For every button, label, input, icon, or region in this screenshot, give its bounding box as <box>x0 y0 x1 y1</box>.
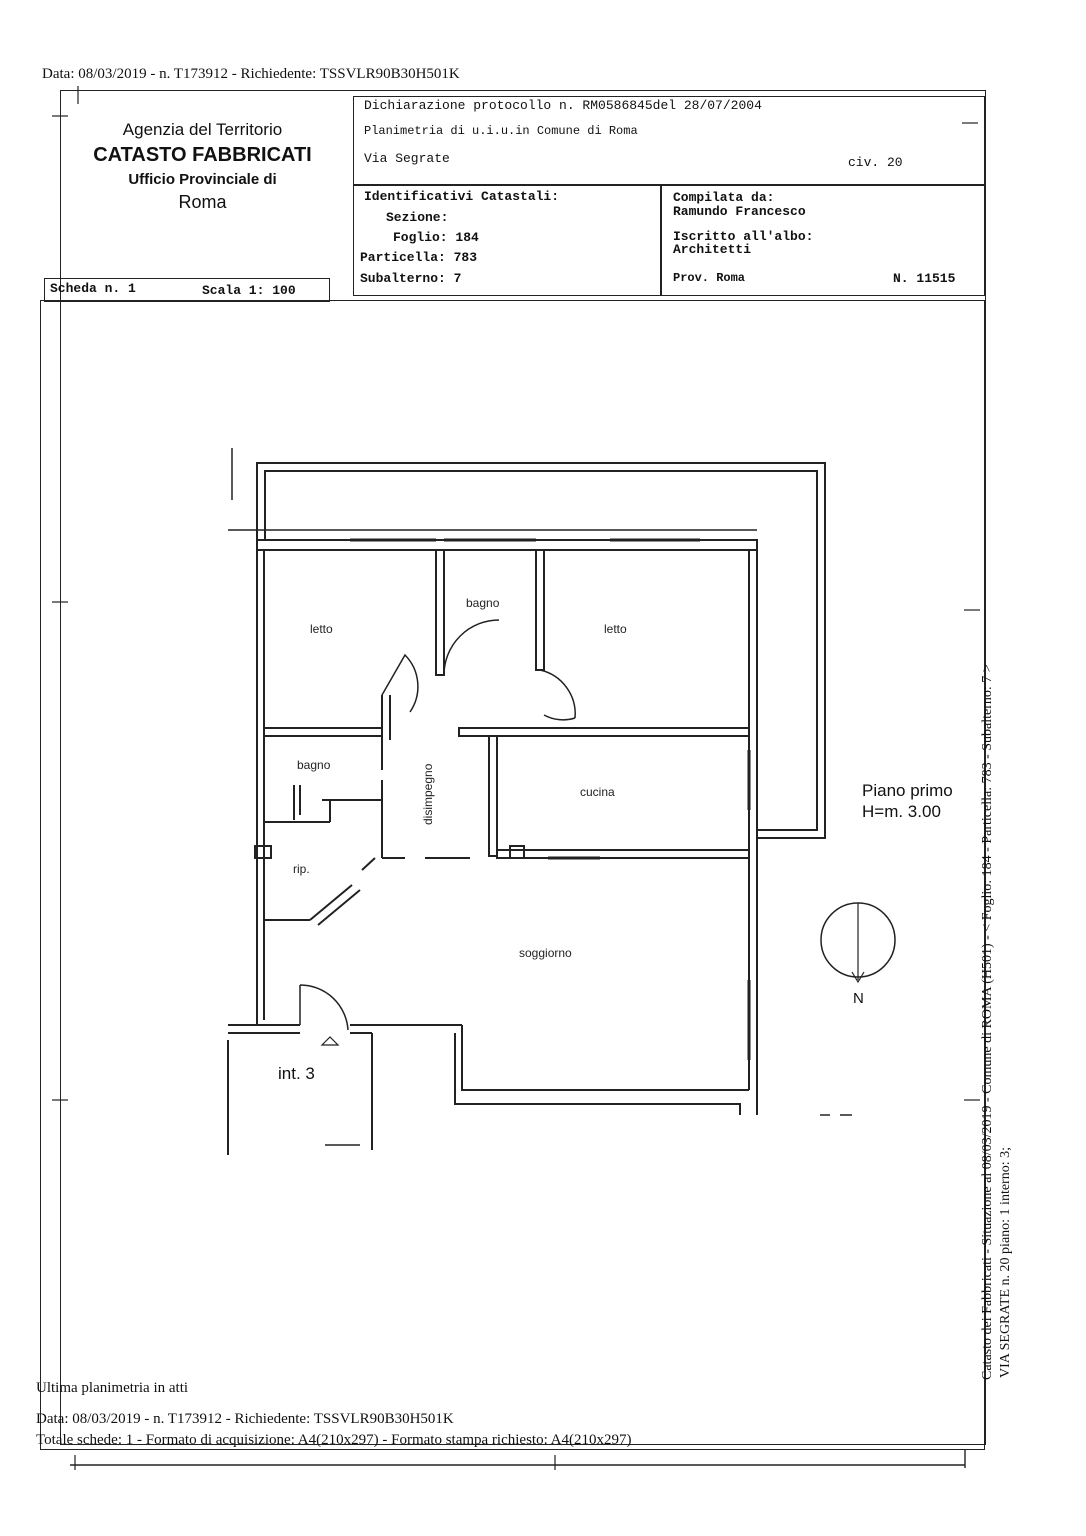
floor-label: Piano primo <box>862 781 953 800</box>
request-line: Data: 08/03/2019 - n. T173912 - Richiedente: TSSVLR90B30H501K <box>42 66 460 82</box>
compiler-province: Prov. Roma <box>673 271 746 285</box>
room-letto-2: letto <box>604 622 627 636</box>
albo-value: Architetti <box>673 242 752 257</box>
street-name: Via Segrate <box>364 151 450 166</box>
side-info-line-1: Catasto dei Fabbricati - Situazione al 08/03/2019 - Comune di ROMA (H501) - < Foglio: 184 - Particella: 783 - Subalterno: 7 > <box>980 664 995 1380</box>
terrace-outline <box>257 463 825 838</box>
catasto-title: CATASTO FABBRICATI <box>93 144 312 166</box>
civic-number: civ. 20 <box>848 155 903 170</box>
side-info-line-2: VIA SEGRATE n. 20 piano: 1 interno: 3; <box>998 1147 1013 1378</box>
room-bagno-top: bagno <box>466 596 500 610</box>
particella: Particella: 783 <box>360 250 478 265</box>
compiler-title: Compilata da: <box>673 190 775 205</box>
north-label: N <box>853 990 864 1007</box>
declaration-text: Dichiarazione protocollo n. RM0586845del 28/07/2004 <box>364 98 762 113</box>
terrace-inner <box>265 471 817 830</box>
room-soggiorno: soggiorno <box>519 946 572 960</box>
agency-name: Agenzia del Territorio <box>122 120 283 139</box>
room-rip: rip. <box>293 862 310 876</box>
room-bagno-left: bagno <box>297 758 331 772</box>
unit-label: int. 3 <box>278 1064 315 1083</box>
foglio: Foglio: 184 <box>393 230 479 245</box>
footer-last-plan: Ultima planimetria in atti <box>36 1380 189 1396</box>
compiler-name: Ramundo Francesco <box>673 204 806 219</box>
room-cucina: cucina <box>580 785 615 799</box>
floor-height: H=m. 3.00 <box>862 802 941 821</box>
identifiers-title: Identificativi Catastali: <box>364 189 560 204</box>
plan-title: Planimetria di u.i.u.in Comune di Roma <box>364 124 638 138</box>
albo-label: Iscritto all'albo: <box>673 229 814 244</box>
room-disimpegno: disimpegno <box>421 763 435 825</box>
room-letto-1: letto <box>310 622 333 636</box>
subalterno: Subalterno: 7 <box>360 271 462 286</box>
sezione: Sezione: <box>386 210 449 225</box>
footer-request: Data: 08/03/2019 - n. T173912 - Richiedente: TSSVLR90B30H501K <box>36 1411 454 1427</box>
office-city: Roma <box>178 192 227 212</box>
scheda-label: Scheda n. 1 <box>50 281 136 296</box>
compiler-number: N. 11515 <box>893 271 956 286</box>
office-label: Ufficio Provinciale di <box>128 171 277 188</box>
footer-format: Totale schede: 1 - Formato di acquisizione: A4(210x297) - Formato stampa richiesto: A4(210x297) <box>36 1432 632 1448</box>
scale-label: Scala 1: 100 <box>202 283 296 298</box>
